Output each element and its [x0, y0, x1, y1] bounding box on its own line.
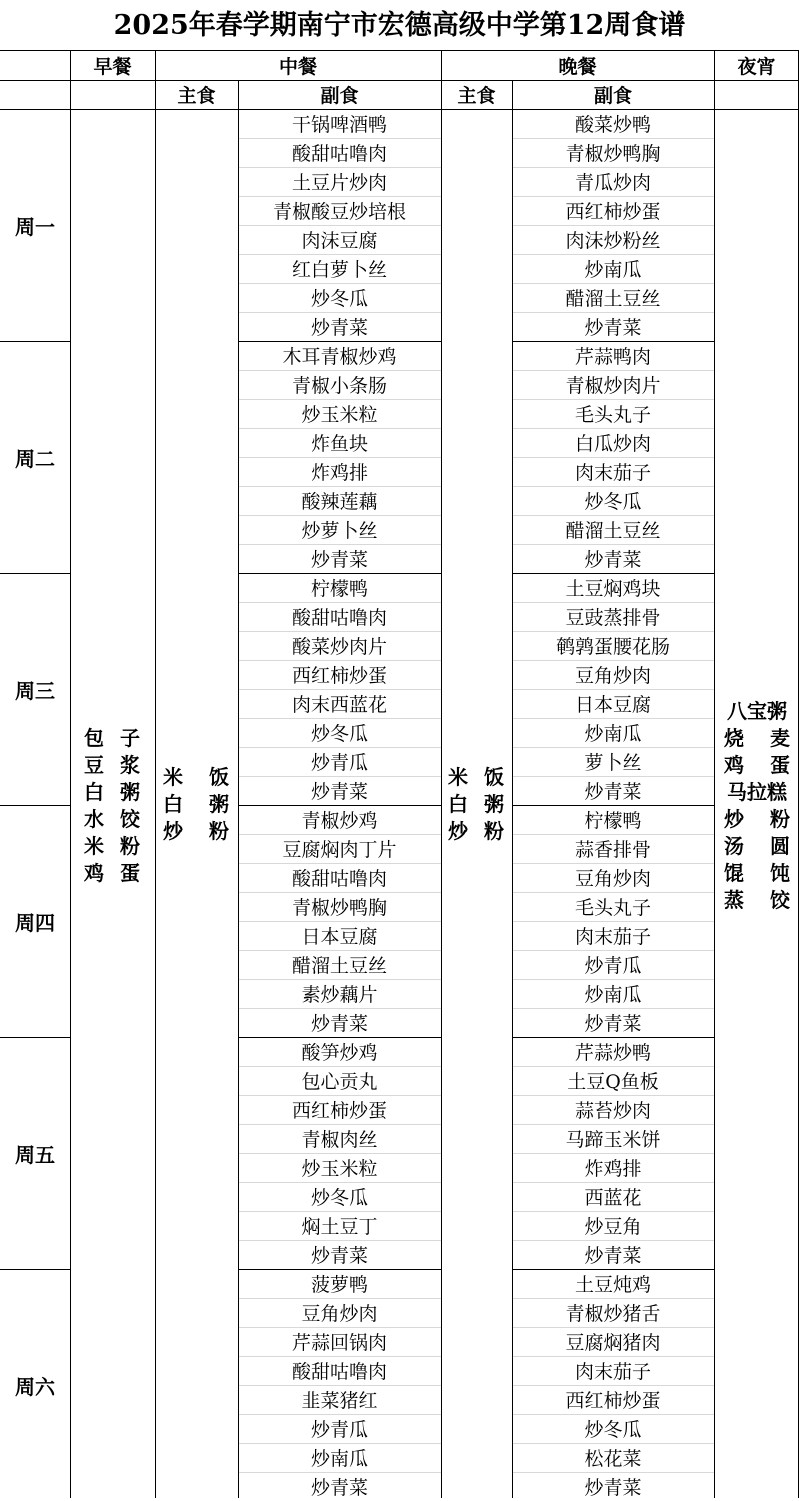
dinner-dish: 芹蒜鸭肉	[574, 346, 651, 368]
dinner-dish: 毛头丸子	[574, 404, 651, 426]
row-divider	[512, 167, 714, 168]
row-divider	[512, 863, 714, 864]
row-divider	[238, 399, 441, 400]
lunch-dish: 韭菜猪红	[301, 1390, 378, 1412]
lunch-dish: 青椒炒鸡	[301, 810, 378, 832]
night-snack-item: 汤 圆	[724, 834, 790, 858]
day-label: 周一	[15, 214, 55, 239]
row-divider	[512, 370, 714, 371]
dinner-dish: 豆角炒肉	[574, 868, 651, 890]
row-divider	[238, 602, 441, 603]
row-divider	[238, 370, 441, 371]
dinner-dish: 毛头丸子	[574, 897, 651, 919]
row-divider	[238, 1240, 441, 1241]
row-divider	[512, 1414, 714, 1415]
row-divider	[512, 602, 714, 603]
dinner-dish: 炒南瓜	[584, 259, 642, 281]
row-divider	[512, 631, 714, 632]
row-divider	[238, 544, 441, 545]
table-border	[0, 50, 799, 51]
lunch-dish: 炒青菜	[310, 1245, 368, 1267]
column-divider	[155, 50, 156, 1498]
dinner-dish: 马蹄玉米饼	[565, 1129, 661, 1151]
header-dinner: 晚餐	[558, 56, 597, 78]
lunch-dish: 酸笋炒鸡	[301, 1042, 378, 1064]
dinner-dish: 炒冬瓜	[584, 491, 642, 513]
night-snack-item: 蒸 饺	[724, 888, 790, 912]
lunch-dish: 炸鱼块	[310, 433, 368, 455]
row-divider	[238, 1298, 441, 1299]
row-divider	[512, 1008, 714, 1009]
row-divider	[238, 225, 441, 226]
lunch-dish: 日本豆腐	[301, 926, 378, 948]
dinner-main-item: 白 粥	[448, 792, 504, 816]
lunch-dish: 炒青菜	[310, 549, 368, 571]
row-divider	[238, 1385, 441, 1386]
row-divider	[512, 1385, 714, 1386]
day-divider	[512, 1269, 714, 1270]
night-snack-item: 马拉糕	[727, 780, 787, 804]
day-divider	[0, 573, 70, 574]
row-divider	[512, 950, 714, 951]
row-divider	[238, 428, 441, 429]
dinner-dish: 炒青菜	[584, 781, 642, 803]
dinner-main-items	[448, 764, 504, 845]
column-divider	[441, 50, 442, 1498]
lunch-dish: 土豆片炒肉	[291, 172, 387, 194]
row-divider	[238, 312, 441, 313]
dinner-main-item: 米 饭	[448, 765, 504, 789]
lunch-dish: 青椒酸豆炒培根	[272, 201, 406, 223]
lunch-dish: 炒玉米粒	[301, 404, 378, 426]
dinner-dish: 炒青菜	[584, 1477, 642, 1499]
dinner-dish: 炒青菜	[584, 549, 642, 571]
lunch-dish: 炒青瓜	[310, 1419, 368, 1441]
lunch-dish: 酸甜咕噜肉	[291, 868, 387, 890]
lunch-dish: 醋溜土豆丝	[291, 955, 387, 977]
header-night-snack: 夜宵	[737, 56, 776, 78]
row-divider	[238, 776, 441, 777]
lunch-dish: 炒青菜	[310, 781, 368, 803]
table-border	[0, 80, 799, 81]
row-divider	[238, 1182, 441, 1183]
dinner-dish: 炒南瓜	[584, 723, 642, 745]
row-divider	[238, 1327, 441, 1328]
lunch-dish: 肉沫豆腐	[301, 230, 378, 252]
lunch-dish: 炒冬瓜	[310, 723, 368, 745]
row-divider	[238, 834, 441, 835]
row-divider	[238, 457, 441, 458]
dinner-dish: 鹌鹑蛋腰花肠	[555, 636, 670, 658]
row-divider	[512, 225, 714, 226]
row-divider	[238, 660, 441, 661]
dinner-dish: 炒南瓜	[584, 984, 642, 1006]
dinner-dish: 炒豆角	[584, 1216, 642, 1238]
day-divider	[0, 341, 70, 342]
column-divider	[238, 80, 239, 1498]
row-divider	[512, 1124, 714, 1125]
dinner-dish: 柠檬鸭	[584, 810, 642, 832]
dinner-dish: 肉末茄子	[574, 1361, 651, 1383]
lunch-dish: 柠檬鸭	[310, 578, 368, 600]
page-title: 2025年春学期南宁市宏德高级中学第12周食谱	[113, 10, 686, 41]
header-dinner-main: 主食	[457, 85, 496, 107]
day-divider	[238, 573, 441, 574]
dinner-dish: 萝卜丝	[584, 752, 642, 774]
row-divider	[512, 1211, 714, 1212]
lunch-dish: 木耳青椒炒鸡	[282, 346, 397, 368]
row-divider	[238, 254, 441, 255]
day-divider	[238, 1269, 441, 1270]
row-divider	[238, 167, 441, 168]
row-divider	[238, 1356, 441, 1357]
night-snack-item: 馄 饨	[724, 861, 790, 885]
day-divider	[512, 805, 714, 806]
row-divider	[512, 892, 714, 893]
lunch-dish: 青椒小条肠	[291, 375, 387, 397]
dinner-dish: 炸鸡排	[584, 1158, 642, 1180]
dinner-dish: 蒜苔炒肉	[574, 1100, 651, 1122]
row-divider	[238, 718, 441, 719]
lunch-dish: 肉末西蓝花	[291, 694, 387, 716]
row-divider	[238, 138, 441, 139]
dinner-dish: 土豆炖鸡	[574, 1274, 651, 1296]
row-divider	[512, 1327, 714, 1328]
table-border	[0, 109, 799, 110]
day-label: 周六	[15, 1374, 55, 1399]
dinner-dish: 肉末茄子	[574, 926, 651, 948]
row-divider	[238, 1066, 441, 1067]
header-lunch-side: 副食	[320, 85, 359, 107]
dinner-dish: 白瓜炒肉	[574, 433, 651, 455]
header-breakfast: 早餐	[93, 56, 132, 78]
row-divider	[512, 457, 714, 458]
lunch-dish: 青椒炒鸭胸	[291, 897, 387, 919]
dinner-dish: 土豆焖鸡块	[565, 578, 661, 600]
lunch-dish: 炒青菜	[310, 317, 368, 339]
dinner-dish: 炒冬瓜	[584, 1419, 642, 1441]
header-lunch: 中餐	[278, 56, 317, 78]
lunch-main-item: 白 粥	[163, 792, 229, 816]
row-divider	[238, 921, 441, 922]
row-divider	[512, 515, 714, 516]
dinner-main-item: 炒 粉	[448, 819, 504, 843]
dinner-dish: 醋溜土豆丝	[565, 288, 661, 310]
lunch-dish: 红白萝卜丝	[291, 259, 387, 281]
lunch-dish: 西红柿炒蛋	[291, 665, 387, 687]
lunch-dish: 酸辣莲藕	[301, 491, 378, 513]
dinner-dish: 青椒炒鸭胸	[565, 143, 661, 165]
day-label: 周三	[15, 678, 55, 703]
day-divider	[238, 805, 441, 806]
dinner-dish: 芹蒜炒鸭	[574, 1042, 651, 1064]
row-divider	[238, 1211, 441, 1212]
row-divider	[238, 631, 441, 632]
row-divider	[512, 312, 714, 313]
dinner-dish: 青椒炒肉片	[565, 375, 661, 397]
dinner-dish: 青瓜炒肉	[574, 172, 651, 194]
row-divider	[512, 660, 714, 661]
row-divider	[238, 1095, 441, 1096]
row-divider	[238, 486, 441, 487]
row-divider	[512, 689, 714, 690]
lunch-dish: 青椒肉丝	[301, 1129, 378, 1151]
dinner-dish: 土豆Q鱼板	[567, 1071, 659, 1093]
dinner-dish: 炒青菜	[584, 1245, 642, 1267]
dinner-dish: 炒青瓜	[584, 955, 642, 977]
row-divider	[512, 1298, 714, 1299]
breakfast-item: 米 粉	[84, 834, 140, 858]
lunch-dish: 菠萝鸭	[310, 1274, 368, 1296]
day-divider	[512, 573, 714, 574]
lunch-dish: 西红柿炒蛋	[291, 1100, 387, 1122]
header-lunch-main: 主食	[177, 85, 216, 107]
row-divider	[238, 747, 441, 748]
breakfast-item: 水 饺	[84, 807, 140, 831]
row-divider	[512, 486, 714, 487]
day-label: 周五	[15, 1142, 55, 1167]
night-snack-item: 炒 粉	[724, 807, 790, 831]
lunch-dish: 酸菜炒肉片	[291, 636, 387, 658]
row-divider	[512, 747, 714, 748]
row-divider	[238, 515, 441, 516]
night-snack-items	[724, 698, 790, 914]
night-snack-item: 烧 麦	[724, 726, 790, 750]
row-divider	[238, 689, 441, 690]
breakfast-item: 鸡 蛋	[84, 861, 140, 885]
row-divider	[238, 1443, 441, 1444]
row-divider	[512, 428, 714, 429]
row-divider	[512, 718, 714, 719]
row-divider	[238, 1414, 441, 1415]
row-divider	[512, 1240, 714, 1241]
row-divider	[512, 1066, 714, 1067]
dinner-dish: 豆豉蒸排骨	[565, 607, 661, 629]
row-divider	[512, 1472, 714, 1473]
row-divider	[512, 834, 714, 835]
row-divider	[512, 776, 714, 777]
day-divider	[0, 1269, 70, 1270]
lunch-dish: 酸甜咕噜肉	[291, 607, 387, 629]
dinner-dish: 豆角炒肉	[574, 665, 651, 687]
row-divider	[512, 979, 714, 980]
lunch-dish: 炒青瓜	[310, 752, 368, 774]
row-divider	[238, 283, 441, 284]
row-divider	[512, 1095, 714, 1096]
row-divider	[512, 1356, 714, 1357]
breakfast-items	[84, 725, 140, 887]
column-divider	[512, 80, 513, 1498]
lunch-dish: 炒冬瓜	[310, 288, 368, 310]
row-divider	[238, 196, 441, 197]
lunch-dish: 干锅啤酒鸭	[291, 114, 387, 136]
dinner-dish: 醋溜土豆丝	[565, 520, 661, 542]
dinner-dish: 肉末茄子	[574, 462, 651, 484]
dinner-dish: 青椒炒猪舌	[565, 1303, 661, 1325]
lunch-dish: 焖土豆丁	[301, 1216, 378, 1238]
dinner-dish: 蒜香排骨	[574, 839, 651, 861]
day-divider	[512, 1037, 714, 1038]
column-divider	[714, 50, 715, 1498]
row-divider	[238, 1124, 441, 1125]
lunch-dish: 豆腐焖肉丁片	[282, 839, 397, 861]
row-divider	[238, 892, 441, 893]
row-divider	[512, 1153, 714, 1154]
row-divider	[512, 1182, 714, 1183]
breakfast-item: 豆 浆	[84, 753, 140, 777]
lunch-dish: 炸鸡排	[310, 462, 368, 484]
lunch-dish: 炒冬瓜	[310, 1187, 368, 1209]
lunch-dish: 炒青菜	[310, 1013, 368, 1035]
row-divider	[238, 950, 441, 951]
day-divider	[238, 1037, 441, 1038]
breakfast-item: 白 粥	[84, 780, 140, 804]
row-divider	[512, 138, 714, 139]
row-divider	[512, 1443, 714, 1444]
lunch-dish: 素炒藕片	[301, 984, 378, 1006]
lunch-dish: 包心贡丸	[301, 1071, 378, 1093]
dinner-dish: 肉沫炒粉丝	[565, 230, 661, 252]
row-divider	[238, 863, 441, 864]
dinner-dish: 松花菜	[584, 1448, 642, 1470]
day-divider	[0, 805, 70, 806]
row-divider	[238, 979, 441, 980]
dinner-dish: 炒青菜	[584, 317, 642, 339]
column-divider	[70, 50, 71, 1498]
day-label: 周四	[15, 910, 55, 935]
dinner-dish: 西红柿炒蛋	[565, 1390, 661, 1412]
row-divider	[512, 283, 714, 284]
lunch-main-item: 炒 粉	[163, 819, 229, 843]
lunch-dish: 炒玉米粒	[301, 1158, 378, 1180]
night-snack-item: 鸡 蛋	[724, 753, 790, 777]
row-divider	[238, 1008, 441, 1009]
lunch-dish: 酸甜咕噜肉	[291, 143, 387, 165]
row-divider	[512, 544, 714, 545]
night-snack-item: 八宝粥	[727, 699, 787, 723]
day-divider	[238, 341, 441, 342]
lunch-dish: 酸甜咕噜肉	[291, 1361, 387, 1383]
lunch-dish: 豆角炒肉	[301, 1303, 378, 1325]
row-divider	[512, 399, 714, 400]
row-divider	[238, 1472, 441, 1473]
dinner-dish: 酸菜炒鸭	[574, 114, 651, 136]
row-divider	[512, 254, 714, 255]
lunch-dish: 芹蒜回锅肉	[291, 1332, 387, 1354]
lunch-dish: 炒萝卜丝	[301, 520, 378, 542]
lunch-main-item: 米 饭	[163, 765, 229, 789]
dinner-dish: 西蓝花	[584, 1187, 642, 1209]
dinner-dish: 炒青菜	[584, 1013, 642, 1035]
day-divider	[512, 341, 714, 342]
row-divider	[512, 921, 714, 922]
day-divider	[0, 1037, 70, 1038]
header-dinner-side: 副食	[593, 85, 632, 107]
lunch-dish: 炒南瓜	[310, 1448, 368, 1470]
row-divider	[512, 196, 714, 197]
row-divider	[238, 1153, 441, 1154]
breakfast-item: 包 子	[84, 726, 140, 750]
dinner-dish: 豆腐焖猪肉	[565, 1332, 661, 1354]
dinner-dish: 西红柿炒蛋	[565, 201, 661, 223]
lunch-dish: 炒青菜	[310, 1477, 368, 1499]
lunch-main-items	[163, 764, 229, 845]
dinner-dish: 日本豆腐	[574, 694, 651, 716]
day-label: 周二	[15, 446, 55, 471]
